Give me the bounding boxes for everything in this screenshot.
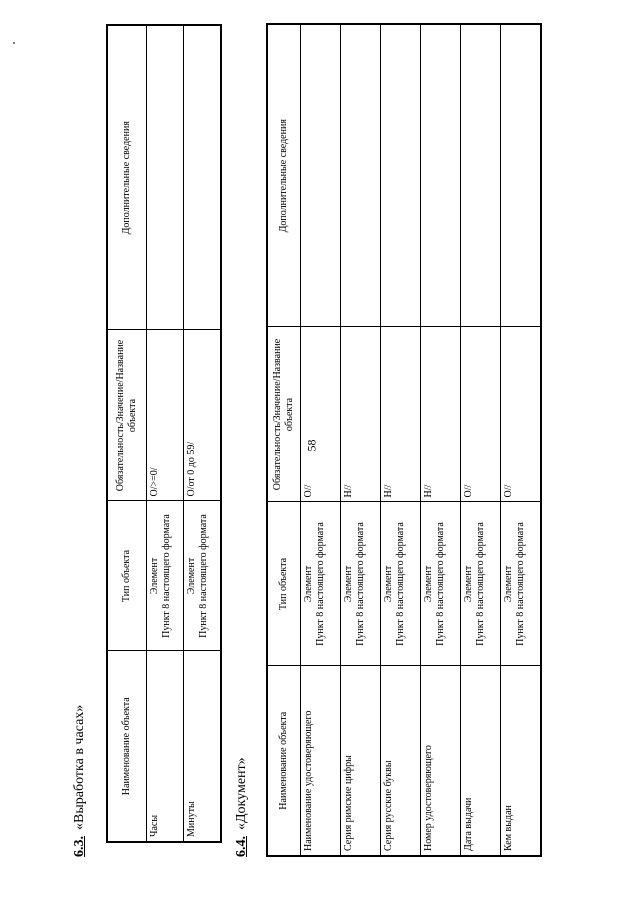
cell-value: О/от 0 до 59/	[184, 330, 222, 501]
table-row	[147, 25, 184, 842]
type-line: Пункт 8 настоящего формата	[395, 522, 406, 646]
table-row	[501, 24, 542, 856]
header-extra: Дополнительные сведения	[267, 24, 301, 327]
section-number: 6.4.	[234, 836, 249, 857]
cell-type	[341, 502, 381, 666]
cell-type	[381, 502, 421, 666]
table-row	[341, 24, 381, 856]
header-value: Обязательность/Значение/Название объекта	[107, 330, 147, 501]
cell-type	[147, 501, 184, 651]
header-type: Тип объекта	[107, 501, 147, 651]
type-line: Пункт 8 настоящего формата	[198, 514, 209, 638]
section-title: «Документ»	[234, 757, 249, 830]
table-row	[421, 24, 461, 856]
type-line: Элемент	[503, 565, 514, 603]
cell-name: Серия римские цифры	[341, 666, 381, 856]
cell-type	[184, 501, 222, 651]
table-row	[461, 24, 501, 856]
cell-extra	[501, 24, 542, 327]
table-row	[381, 24, 421, 856]
cell-name: Серия русские буквы	[381, 666, 421, 856]
type-line: Элемент	[423, 565, 434, 603]
type-line: Элемент	[149, 557, 160, 595]
section-title: «Выработка в часах»	[72, 704, 87, 830]
header-name: Наименование объекта	[107, 651, 147, 842]
type-line: Элемент	[383, 565, 394, 603]
header-extra: Дополнительные сведения	[107, 25, 147, 330]
type-line: Элемент	[186, 557, 197, 595]
type-line: Пункт 8 настоящего формата	[355, 522, 366, 646]
header-type: Тип объекта	[267, 502, 301, 666]
cell-name: Наименование удостоверяющего	[301, 666, 341, 856]
header-name: Наименование объекта	[267, 666, 301, 856]
type-line: Пункт 8 настоящего формата	[475, 522, 486, 646]
cell-value: Н//	[421, 327, 461, 502]
cell-value: О//	[501, 327, 542, 502]
table-header-row	[267, 24, 301, 856]
header-value: Обязательность/Значение/Название объекта	[267, 327, 301, 502]
cell-value: О//	[461, 327, 501, 502]
type-line: Пункт 8 настоящего формата	[435, 522, 446, 646]
document-table	[266, 23, 542, 857]
cell-extra	[381, 24, 421, 327]
page-number: 58	[304, 439, 319, 452]
type-line: Пункт 8 настоящего формата	[515, 522, 526, 646]
cell-extra	[147, 25, 184, 330]
cell-name: Кем выдан	[501, 666, 542, 856]
cell-value: Н//	[341, 327, 381, 502]
cell-extra	[184, 25, 222, 330]
type-line: Элемент	[343, 565, 354, 603]
hours-table	[106, 24, 222, 843]
cell-name: Минуты	[184, 651, 222, 842]
section-number: 6.3.	[72, 836, 87, 857]
cell-value: О//	[301, 327, 341, 502]
cell-type	[501, 502, 542, 666]
cell-extra	[461, 24, 501, 327]
cell-name: Часы	[147, 651, 184, 842]
cell-extra	[341, 24, 381, 327]
cell-extra	[301, 24, 341, 327]
cell-name: Дата выдачи	[461, 666, 501, 856]
cell-value: Н//	[381, 327, 421, 502]
table-row	[301, 24, 341, 856]
type-line: Элемент	[303, 565, 314, 603]
cell-extra	[421, 24, 461, 327]
type-line: Пункт 8 настоящего формата	[161, 514, 172, 638]
type-line: Элемент	[463, 565, 474, 603]
section-heading-document	[234, 757, 250, 857]
cell-type	[421, 502, 461, 666]
table-row	[184, 25, 222, 842]
cell-name: Номер удостоверяющего	[421, 666, 461, 856]
table-header-row	[107, 25, 147, 842]
cell-type	[461, 502, 501, 666]
section-heading-hours	[72, 705, 88, 857]
cell-value: О/>=0/	[147, 330, 184, 501]
cell-type	[301, 502, 341, 666]
type-line: Пункт 8 настоящего формата	[315, 522, 326, 646]
